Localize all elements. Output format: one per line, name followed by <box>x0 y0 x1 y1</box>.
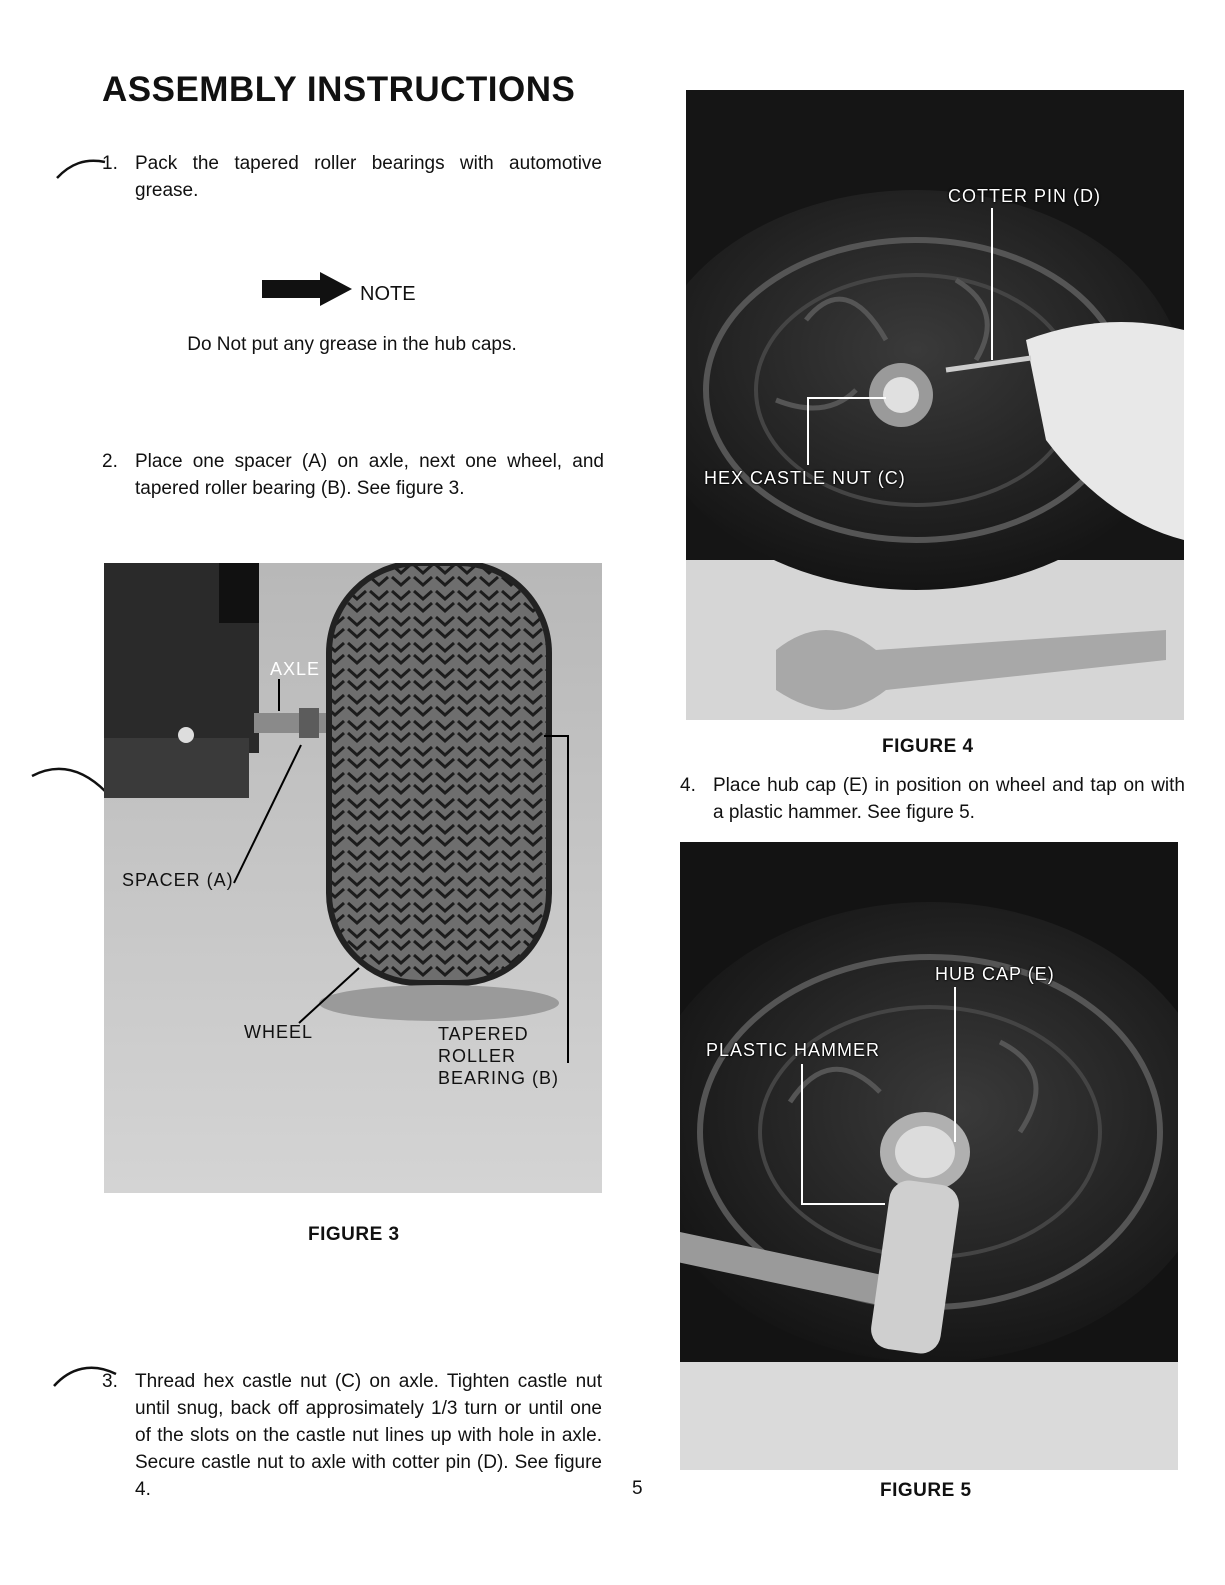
page-number: 5 <box>632 1478 643 1499</box>
bearing-label <box>438 1023 559 1089</box>
plastic-hammer-label: PLASTIC HAMMER <box>706 1040 881 1060</box>
step-text: Place hub cap (E) in position on wheel and tap on with a plastic hammer. See figure 5. <box>713 775 1185 823</box>
step-number: 4. <box>680 775 696 796</box>
figure-3-caption: FIGURE 3 <box>308 1224 400 1245</box>
step-2 <box>102 448 604 502</box>
figure-3-photo <box>104 563 602 1193</box>
note-text: Do Not put any grease in the hub caps. <box>187 334 517 355</box>
step-number: 3. <box>102 1371 118 1392</box>
pen-mark <box>30 762 110 802</box>
figure-5-caption: FIGURE 5 <box>880 1480 972 1501</box>
step-text: Thread hex castle nut (C) on axle. Tighten castle nut until snug, back off approsimately 1/3 turn or until one of the slots on the castle nut lines up with hole in axle. Secure castle nut to axle with cotter pin (D). See figure 4. <box>135 1371 602 1500</box>
step-number: 1. <box>102 153 118 174</box>
step-text: Pack the tapered roller bearings with automotive grease. <box>135 153 602 201</box>
bearing-label-line: TAPERED <box>438 1024 529 1044</box>
axle-label: AXLE <box>270 659 321 679</box>
step-4 <box>680 772 1185 826</box>
bearing-label-line: ROLLER <box>438 1046 517 1066</box>
note-callout <box>262 272 416 306</box>
step-text: Place one spacer (A) on axle, next one wheel, and tapered roller bearing (B). See figure 3. <box>135 451 604 499</box>
figure-4-photo <box>686 90 1184 720</box>
castle-nut-label: HEX CASTLE NUT (C) <box>704 468 906 488</box>
bearing-label-line: BEARING (B) <box>438 1068 560 1088</box>
arrow-right-icon <box>262 272 352 306</box>
spacer-label: SPACER (A) <box>122 870 234 890</box>
note-label: NOTE <box>360 282 416 305</box>
wheel-label: WHEEL <box>244 1022 314 1042</box>
step-1 <box>102 150 602 204</box>
page-title: ASSEMBLY INSTRUCTIONS <box>102 70 576 109</box>
step-3 <box>102 1368 602 1503</box>
hub-cap-label: HUB CAP (E) <box>935 964 1055 984</box>
cotter-pin-label: COTTER PIN (D) <box>948 186 1101 206</box>
step-number: 2. <box>102 451 118 472</box>
figure-4-caption: FIGURE 4 <box>882 736 974 757</box>
figure-5-photo <box>680 842 1178 1470</box>
